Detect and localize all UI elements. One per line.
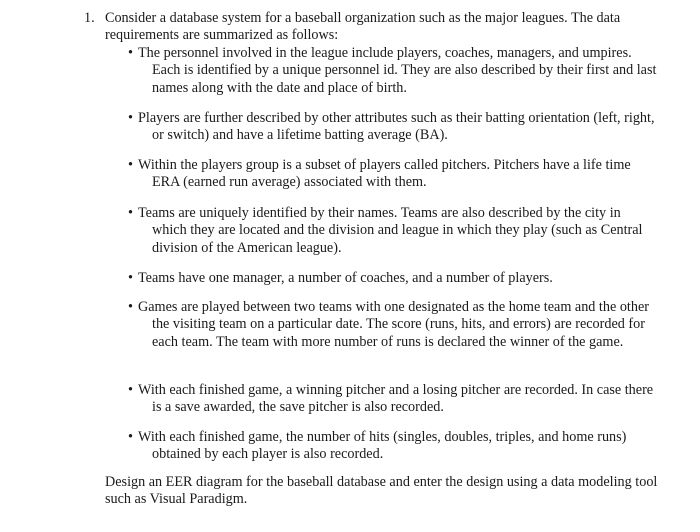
requirement-teams	[128, 205, 658, 257]
bullet-text: With each finished game, a winning pitcher and a losing pitcher are recorded. In case there is a save awarded, the save pitcher is also recorded.	[138, 382, 654, 416]
bullet-marker: •	[128, 382, 133, 398]
requirement-personnel	[128, 45, 658, 97]
question-task: Design an EER diagram for the baseball database and enter the design using a data modeling tool such as Visual Paradigm.	[105, 474, 658, 508]
bullet-marker: •	[128, 205, 133, 221]
bullet-text: Players are further described by other attributes such as their batting orientation (left, right, or switch) and have a lifetime batting average (BA).	[138, 110, 655, 144]
requirement-pitchers	[128, 157, 658, 192]
bullet-marker: •	[128, 157, 133, 173]
question-intro: Consider a database system for a baseball organization such as the major leagues. The data requirements are summarized as follows:	[105, 10, 621, 44]
requirement-team-staff	[128, 270, 658, 287]
requirement-players	[128, 110, 658, 145]
bullet-text: The personnel involved in the league include players, coaches, managers, and umpires. Each is identified by a unique personnel id. They are also described by their first and last names along with the date and place of birth.	[138, 45, 657, 96]
bullet-marker: •	[128, 429, 133, 445]
bullet-marker: •	[128, 299, 133, 315]
bullet-text: Teams have one manager, a number of coaches, and a number of players.	[138, 270, 553, 286]
requirement-games	[128, 299, 658, 351]
bullet-text: With each finished game, the number of hits (singles, doubles, triples, and home runs) obtained by each player is also recorded.	[138, 429, 627, 463]
bullet-text: Games are played between two teams with one designated as the home team and the other the visiting team on a particular date. The score (runs, hits, and errors) are recorded for each team. The team with more number of runs is declared the winner of the game.	[138, 299, 649, 350]
question-number: 1.	[84, 10, 95, 26]
requirement-player-hits	[128, 429, 658, 464]
bullet-marker: •	[128, 270, 133, 286]
bullet-marker: •	[128, 45, 133, 61]
bullet-marker: •	[128, 110, 133, 126]
bullet-text: Teams are uniquely identified by their names. Teams are also described by the city in which they are located and the division and league in which they play (such as Central division of the American league).	[138, 205, 643, 256]
bullet-text: Within the players group is a subset of players called pitchers. Pitchers have a life time ERA (earned run average) associated with them.	[138, 157, 631, 191]
requirement-pitcher-results	[128, 382, 658, 417]
